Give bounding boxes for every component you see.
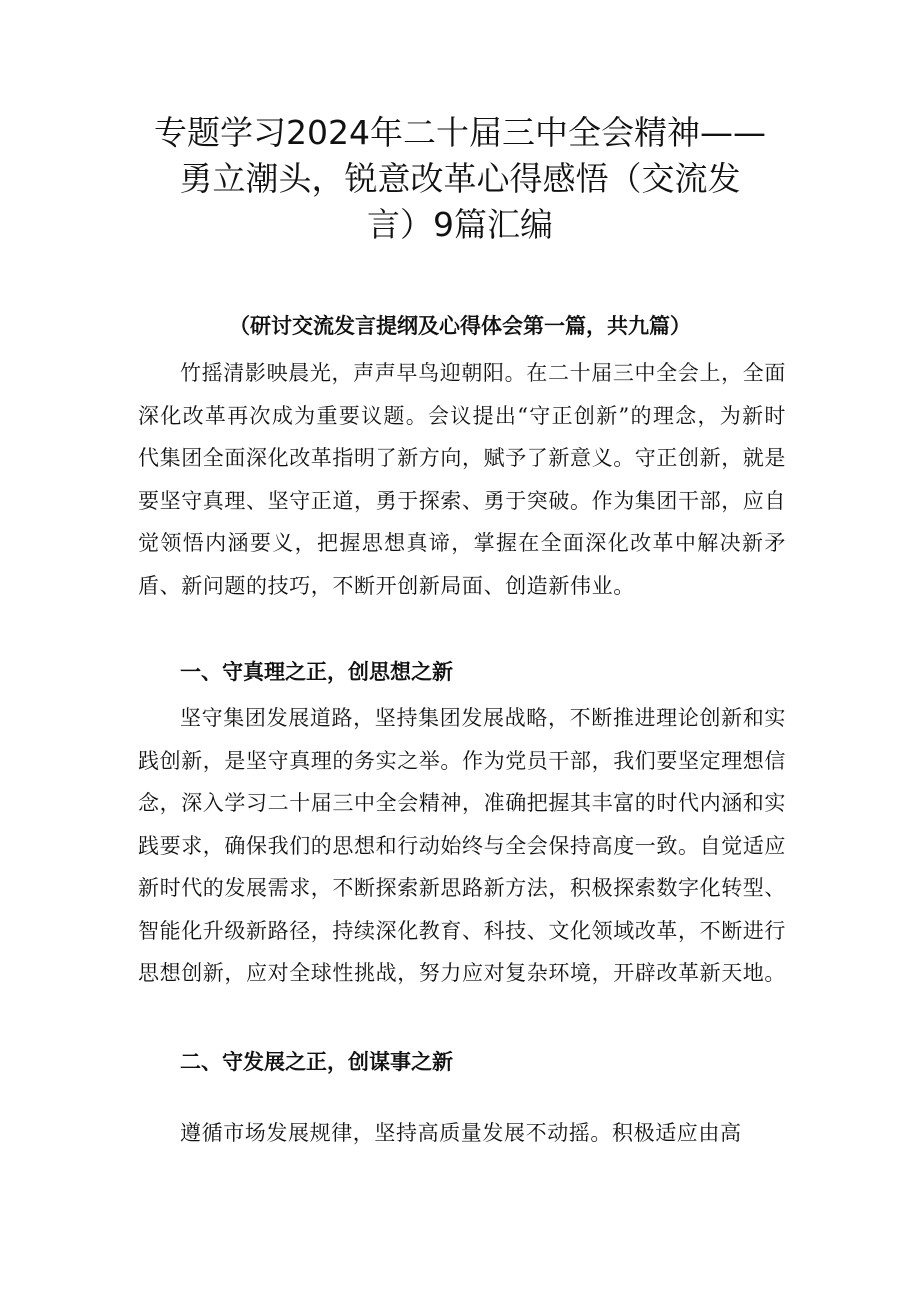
section-2-paragraph: 遵循市场发展规律，坚持高质量发展不动摇。积极适应由高 [180, 1121, 742, 1145]
section-2-heading: 二、守发展之正，创谋事之新 [180, 1050, 453, 1074]
intro-paragraph: 竹摇清影映晨光，声声早鸟迎朝阳。在二十届三中全会上，全面深化改革再次成为重要议题。会议提出“守正创新”的理念，为新时代集团全面深化改革指明了新方向，赋予了新意义。守正创新，就是要坚守真理、坚守正道，勇于探索、勇于突破。作为集团干部，应自觉领悟内涵要义，把握思想真谛，掌握在全面深化改革中解决新矛盾、新问题的技巧，不断开创新局面、创造新伟业。 [138, 361, 786, 598]
document-subtitle: （研讨交流发言提纲及心得体会第一篇，共九篇） [229, 314, 691, 338]
section-1-heading: 一、守真理之正，创思想之新 [180, 660, 453, 684]
section-1-paragraph: 坚守集团发展道路，坚持集团发展战略，不断推进理论创新和实践创新，是坚守真理的务实之举。作为党员干部，我们要坚定理想信念，深入学习二十届三中全会精神，准确把握其丰富的时代内涵和实践要求，确保我们的思想和行动始终与全会保持高度一致。自觉适应新时代的发展需求，不断探索新思路新方法，积极探索数字化转型、智能化升级新路径，持续深化教育、科技、文化领域改革，不断进行思想创新，应对全球性挑战，努力应对复杂环境，开辟改革新天地。 [138, 706, 786, 985]
title-line-3: 言）9篇汇编 [367, 205, 553, 244]
document-title [120, 110, 800, 248]
title-line-2: 勇立潮头，锐意改革心得感悟（交流发 [179, 159, 741, 198]
title-line-1: 专题学习2024年二十届三中全会精神—— [154, 113, 766, 152]
